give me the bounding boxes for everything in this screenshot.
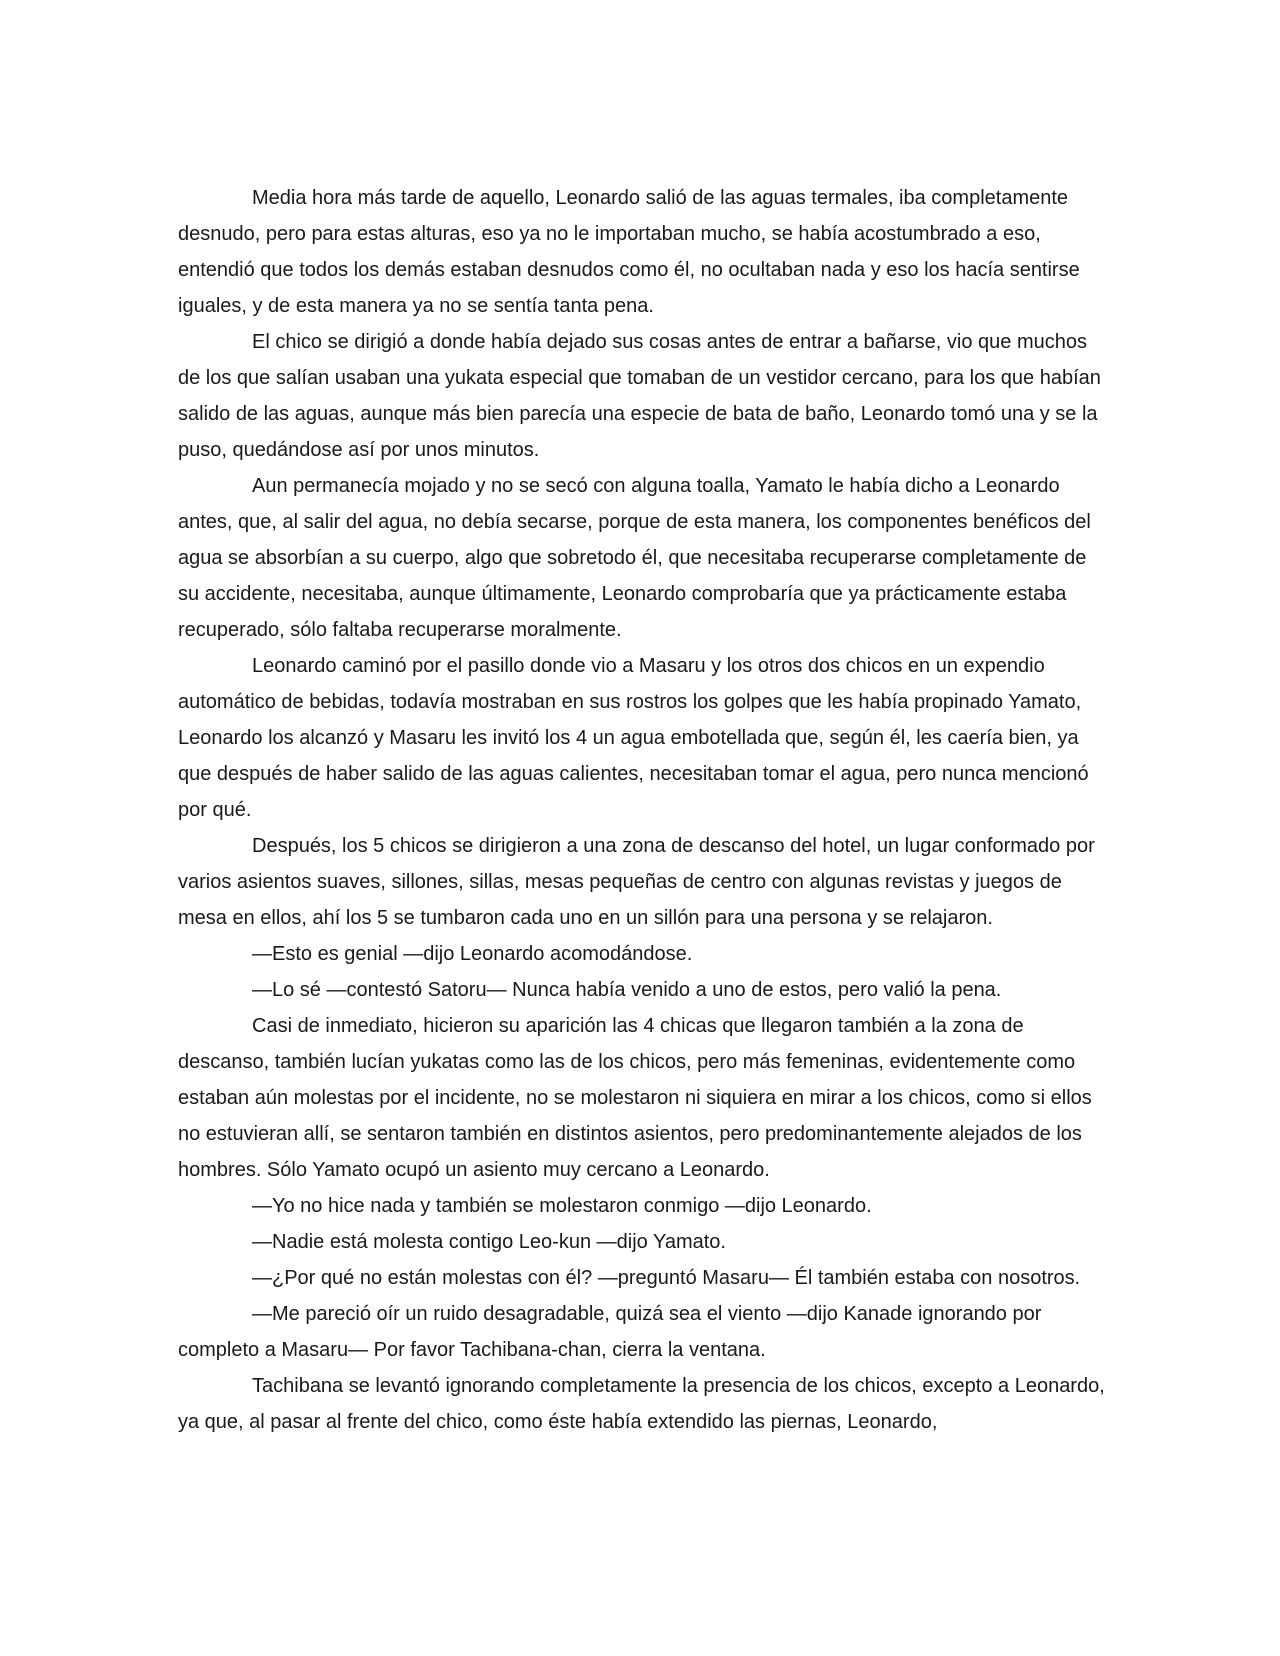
- paragraph: Después, los 5 chicos se dirigieron a una zona de descanso del hotel, un lugar conformado por varios asientos suaves, sillones, sillas, mesas pequeñas de centro con algunas revistas y juegos de mesa en ellos, ahí los 5 se tumbaron cada uno en un sillón para una persona y se relajaron.: [178, 835, 1095, 929]
- dialogue-line: —Esto es genial —dijo Leonardo acomodándose.: [252, 943, 693, 965]
- paragraph: Media hora más tarde de aquello, Leonardo salió de las aguas termales, iba completamente desnudo, pero para estas alturas, eso ya no le importaban mucho, se había acostumbrado a eso, entendió que todos los demás estaban desnudos como él, no ocultaban nada y eso los hacía sentirse iguales, y de esta manera ya no se sentía tanta pena.: [178, 187, 1080, 317]
- document-page: [178, 180, 1106, 1440]
- dialogue-line: —Nadie está molesta contigo Leo-kun —dijo Yamato.: [252, 1231, 726, 1253]
- dialogue-line: —¿Por qué no están molestas con él? —preguntó Masaru— Él también estaba con nosotros.: [252, 1267, 1081, 1289]
- dialogue-line: —Me pareció oír un ruido desagradable, quizá sea el viento —dijo Kanade ignorando por completo a Masaru— Por favor Tachibana-chan, cierra la ventana.: [178, 1303, 1042, 1361]
- paragraph: Tachibana se levantó ignorando completamente la presencia de los chicos, excepto a Leonardo, ya que, al pasar al frente del chico, como éste había extendido las piernas, Leonardo,: [178, 1375, 1105, 1433]
- dialogue-line: —Lo sé —contestó Satoru— Nunca había venido a uno de estos, pero valió la pena.: [252, 979, 1002, 1001]
- paragraph: Aun permanecía mojado y no se secó con alguna toalla, Yamato le había dicho a Leonardo antes, que, al salir del agua, no debía secarse, porque de esta manera, los componentes benéficos del agua se absorbían a su cuerpo, algo que sobretodo él, que necesitaba recuperarse completamente de su accidente, necesitaba, aunque últimamente, Leonardo comprobaría que ya prácticamente estaba recuperado, sólo faltaba recuperarse moralmente.: [178, 475, 1091, 641]
- paragraph: El chico se dirigió a donde había dejado sus cosas antes de entrar a bañarse, vio que muchos de los que salían usaban una yukata especial que tomaban de un vestidor cercano, para los que habían salido de las aguas, aunque más bien parecía una especie de bata de baño, Leonardo tomó una y se la puso, quedándose así por unos minutos.: [178, 331, 1101, 461]
- paragraph: Casi de inmediato, hicieron su aparición las 4 chicas que llegaron también a la zona de descanso, también lucían yukatas como las de los chicos, pero más femeninas, evidentemente como estaban aún molestas por el incidente, no se molestaron ni siquiera en mirar a los chicos, como si ellos no estuvieran allí, se sentaron también en distintos asientos, pero predominantemente alejados de los hombres. Sólo Yamato ocupó un asiento muy cercano a Leonardo.: [178, 1015, 1092, 1181]
- paragraph: Leonardo caminó por el pasillo donde vio a Masaru y los otros dos chicos en un expendio automático de bebidas, todavía mostraban en sus rostros los golpes que les había propinado Yamato, Leonardo los alcanzó y Masaru les invitó los 4 un agua embotellada que, según él, les caería bien, ya que después de haber salido de las aguas calientes, necesitaban tomar el agua, pero nunca mencionó por qué.: [178, 655, 1089, 821]
- dialogue-line: —Yo no hice nada y también se molestaron conmigo —dijo Leonardo.: [252, 1195, 872, 1217]
